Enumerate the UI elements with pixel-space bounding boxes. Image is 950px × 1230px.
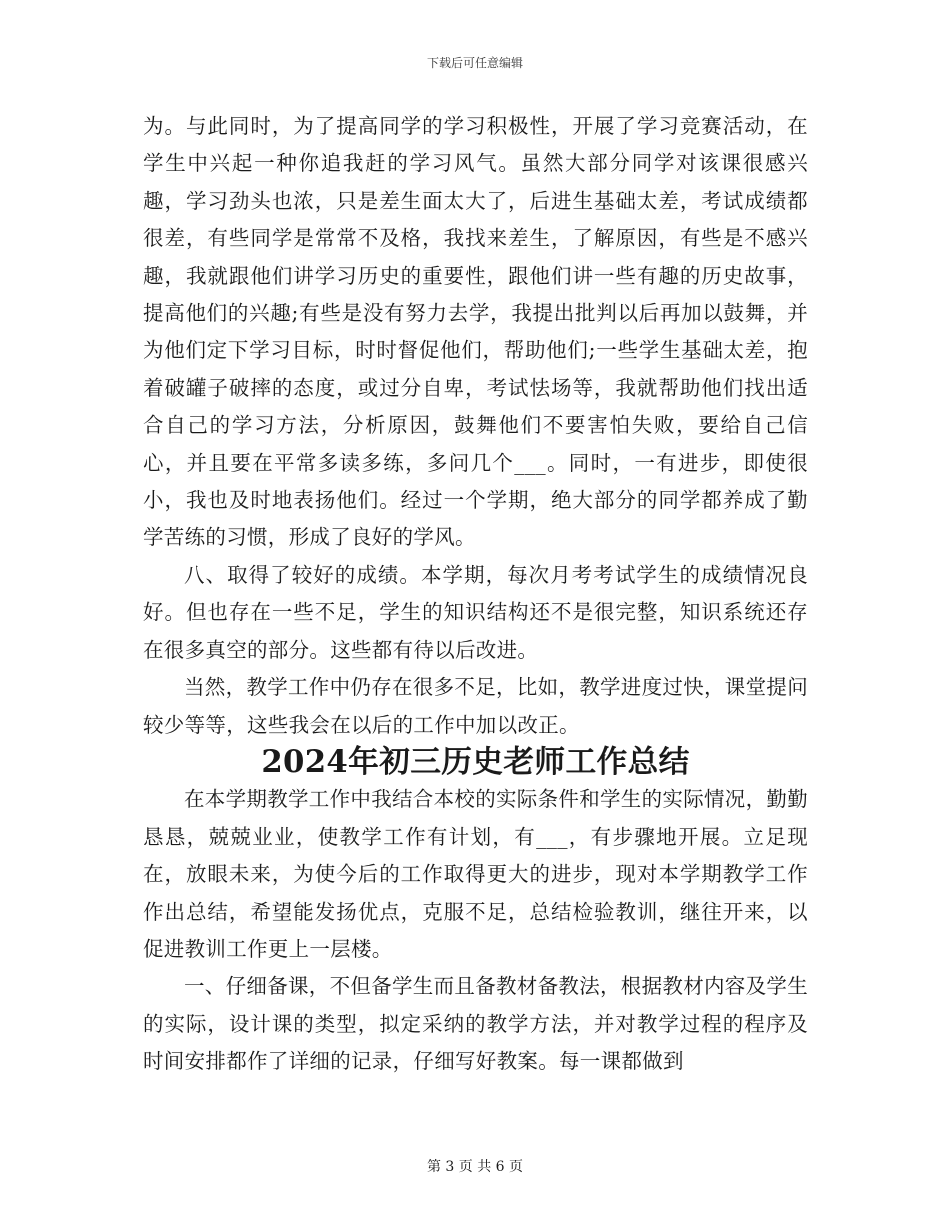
page-header: 下载后可任意编辑 (426, 56, 523, 70)
page-number: 第 3 页 共 6 页 (426, 1159, 524, 1175)
section-title: 2024年初三历史老师工作总结 (261, 743, 690, 780)
document-body (143, 108, 808, 1081)
paragraph-lesson-prep: 一、仔细备课，不但备学生而且备教材备教法，根据教材内容及学生的实际，设计课的类型，拟定采纳的教学方法，并对教学过程的程序及时间安排都作了详细的记录，仔细写好教案。每一课都做到 (143, 974, 808, 1074)
paragraph-shortcomings: 当然，教学工作中仍存在很多不足，比如，教学进度过快，课堂提问较少等等，这些我会在以后的工作中加以改正。 (143, 675, 808, 737)
paragraph-achievements: 八、取得了较好的成绩。本学期，每次月考考试学生的成绩情况良好。但也存在一些不足，学生的知识结构还不是很完整，知识系统还存在很多真空的部分。这些都有待以后改进。 (143, 562, 808, 662)
paragraph-intro: 在本学期教学工作中我结合本校的实际条件和学生的实际情况，勤勤恳恳，兢兢业业，使教学工作有计划，有___，有步骤地开展。立足现在，放眼未来，为使今后的工作取得更大的进步，现对本学期教学工作作出总结，希望能发扬优点，克服不足，总结检验教训，继往开来，以促进教训工作更上一层楼。 (143, 787, 808, 961)
paragraph-continued: 为。与此同时，为了提高同学的学习积极性，开展了学习竞赛活动，在学生中兴起一种你追我赶的学习风气。虽然大部分同学对该课很感兴趣，学习劲头也浓，只是差生面太大了，后进生基础太差，考试成绩都很差，有些同学是常常不及格，我找来差生，了解原因，有些是不感兴趣，我就跟他们讲学习历史的重要性，跟他们讲一些有趣的历史故事，提高他们的兴趣;有些是没有努力去学，我提出批判以后再加以鼓舞，并为他们定下学习目标，时时督促他们，帮助他们;一些学生基础太差，抱着破罐子破摔的态度，或过分自卑，考试怯场等，我就帮助他们找出适合自己的学习方法，分析原因，鼓舞他们不要害怕失败，要给自己信心，并且要在平常多读多练，多问几个___。同时，一有进步，即使很小，我也及时地表扬他们。经过一个学期，绝大部分的同学都养成了勤学苦练的习惯，形成了良好的学风。 (143, 114, 808, 550)
